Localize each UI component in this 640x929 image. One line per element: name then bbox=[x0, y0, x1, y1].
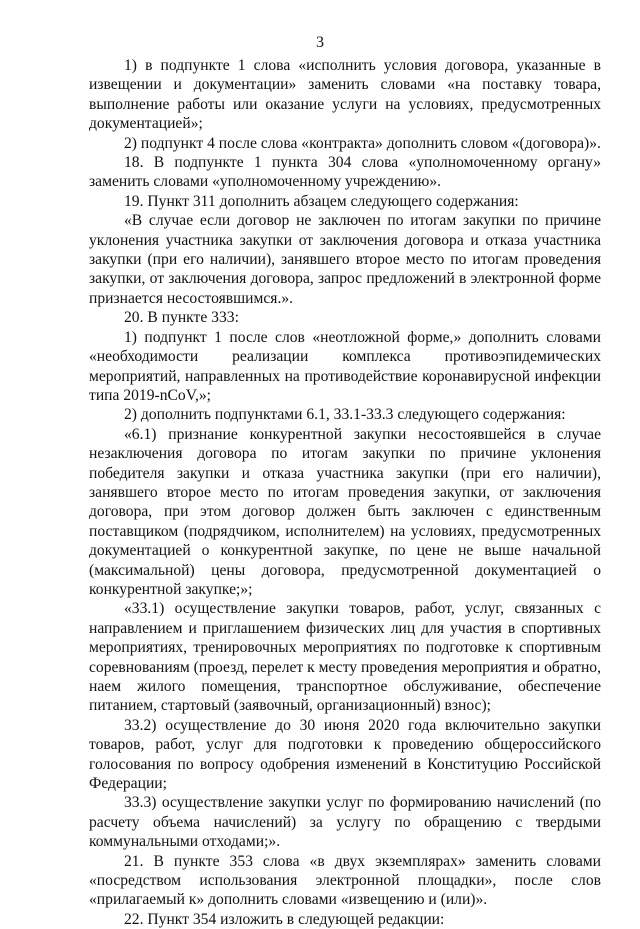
paragraph-subitem-4-contract: 2) подпункт 4 после слова «контракта» дополнить словом «(договора)». bbox=[124, 134, 601, 152]
paragraph-subitem-33-1: «33.1) осуществление закупки товаров, работ, услуг, связанных с направлением и приглашением физических лиц для участия в спортивных мероприятиях, тренировочных мероприятиях по подготовке к спортивным соревнованиям (проезд, перелет к месту проведения мероприятия и обратно, наем жилого помещения, транспортное обслуживание, обеспечение питанием, стартовый (заявочный, организационный) взнос); bbox=[89, 600, 601, 715]
paragraph-item-19: 19. Пункт 311 дополнить абзацем следующего содержания: bbox=[124, 192, 519, 210]
paragraph-subitem-33-2: 33.2) осуществление до 30 июня 2020 года включительно закупки товаров, работ, услуг для подготовки к проведению общероссийского голосования по вопросу одобрения изменений в Конституцию Российской Федерации; bbox=[89, 716, 601, 793]
paragraph-subitem-1-words-replacement: 1) в подпункте 1 слова «исполнить условия договора, указанные в извещении и документации» заменить словами «на поставку товара, выполнение работы или оказание услуги на условиях, предусмотренных документацией»; bbox=[89, 57, 601, 133]
paragraph-item-18: 18. В подпункте 1 пункта 304 слова «уполномоченному органу» заменить словами «уполномоченному учреждению». bbox=[89, 154, 601, 191]
paragraph-item-22: 22. Пункт 354 изложить в следующей редакции: bbox=[124, 910, 445, 928]
page-number: 3 bbox=[316, 34, 324, 51]
paragraph-subitem-33-3: 33.3) осуществление закупки услуг по формированию начислений (по расчету объема начислений) за услугу по обращению с твердыми коммунальными отходами;». bbox=[89, 794, 601, 851]
paragraph-item-21: 21. В пункте 353 слова «в двух экземплярах» заменить словами «посредством использования электронной площадки», после слов «прилагаемый к» дополнить словами «извещению и (или)». bbox=[89, 852, 601, 909]
paragraph-item-19-quote: «В случае если договор не заключен по итогам закупки по причине уклонения участника закупки от заключения договора и отказа участника закупки (при его наличии), занявшего второе место по итогам проведения закупки, от заключения договора, запрос предложений в электронной форме признается несостоявшимся.». bbox=[89, 212, 601, 307]
paragraph-subitem-6-1: «6.1) признание конкурентной закупки несостоявшейся в случае незаключения договора по итогам закупки по причине уклонения победителя закупки и отказа участника закупки (при его наличии), занявшего второе место по итогам проведения закупки, от заключения договора, при этом договор должен быть заключен с единственным поставщиком (подрядчиком, исполнителем) на условиях, предусмотренных документацией о конкурентной закупке, по цене не выше начальной (максимальной) цены договора, предусмотренной документацией о конкурентной закупке;»; bbox=[89, 425, 601, 598]
paragraph-item-20-sub-1: 1) подпункт 1 после слов «неотложной форме,» дополнить словами «необходимости реализации комплекса противоэпидемических мероприятий, направленных на противодействие коронавирусной инфекции типа 2019-nCoV,»; bbox=[89, 328, 601, 404]
paragraph-item-20: 20. В пункте 333: bbox=[124, 309, 239, 327]
document-body bbox=[89, 56, 601, 929]
paragraph-item-20-sub-2: 2) дополнить подпунктами 6.1, 33.1-33.3 следующего содержания: bbox=[124, 406, 566, 424]
